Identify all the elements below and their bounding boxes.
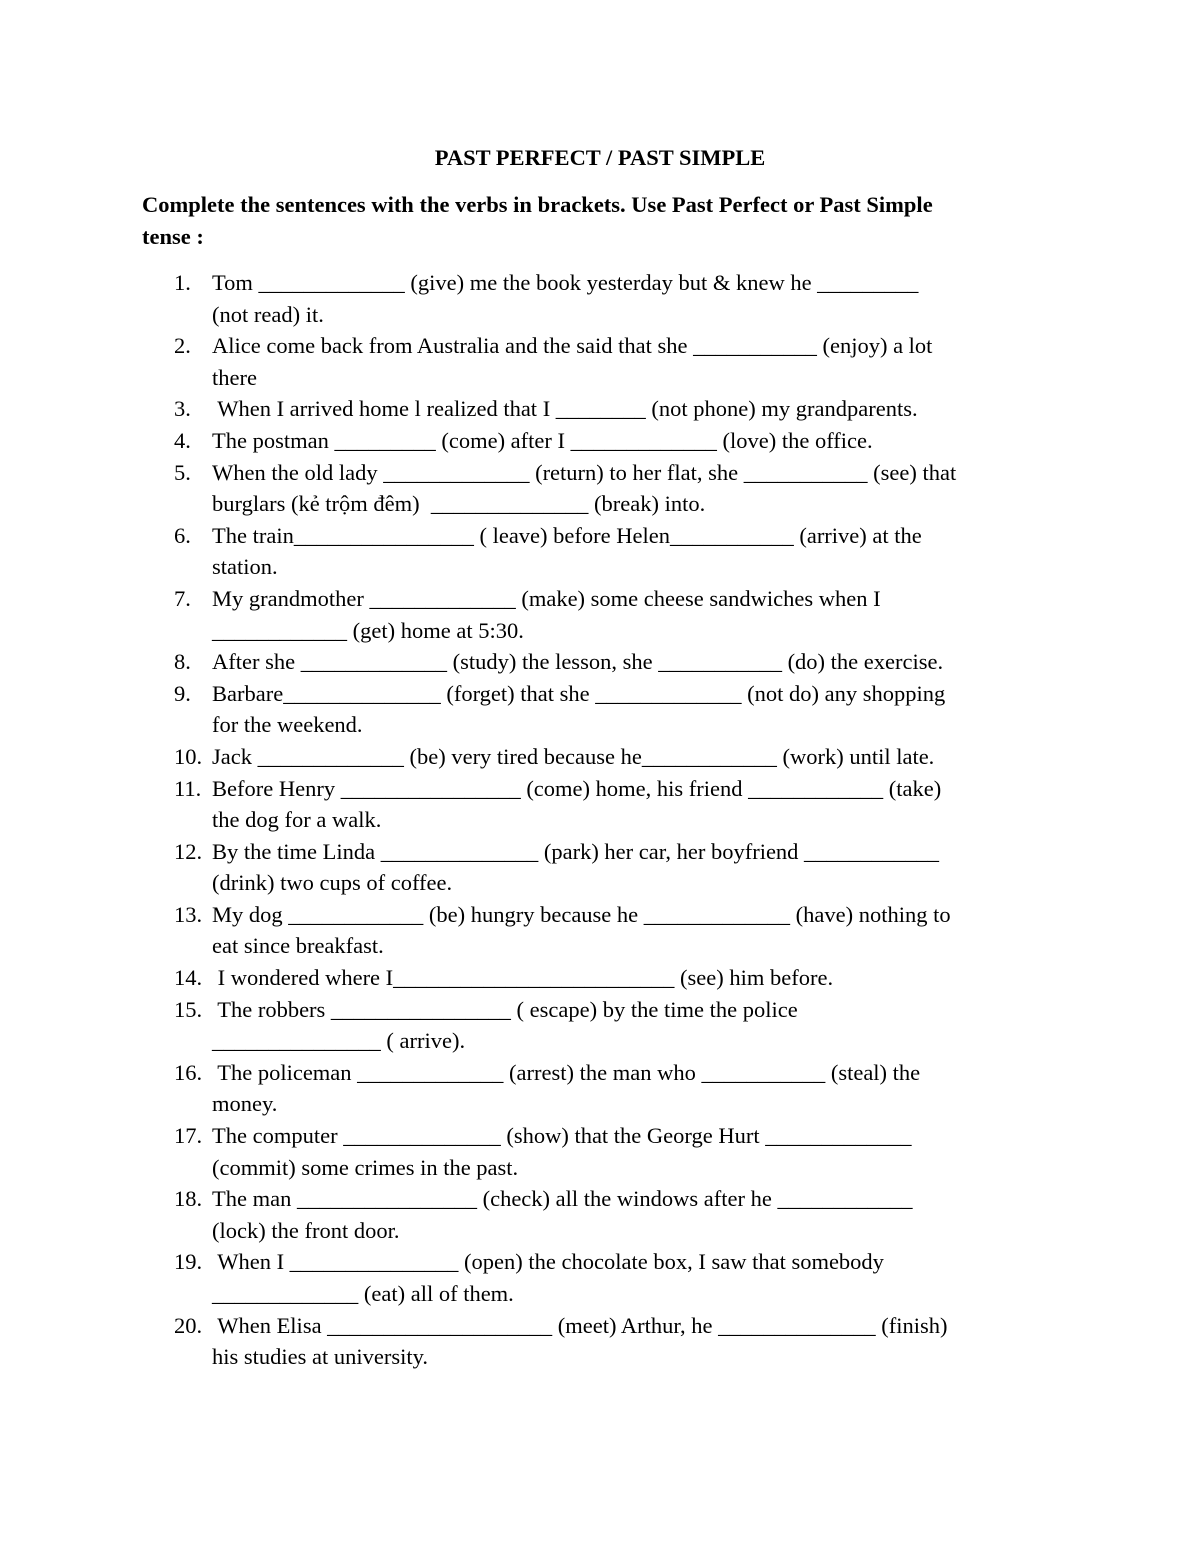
exercise-text-line: money. bbox=[212, 1091, 278, 1117]
exercise-item bbox=[0, 678, 1062, 741]
exercise-text-line: there bbox=[212, 364, 257, 390]
exercise-text-line: By the time Linda ______________ (park) her car, her boyfriend ____________ bbox=[212, 838, 940, 864]
exercise-number: 12. bbox=[174, 838, 203, 864]
exercise-number: 7. bbox=[174, 585, 191, 611]
exercise-text-line: for the weekend. bbox=[212, 712, 363, 738]
exercise-number: 8. bbox=[174, 649, 191, 675]
exercise-text-line: Tom _____________ (give) me the book yesterday but & knew he _________ bbox=[212, 270, 919, 295]
exercise-item bbox=[0, 962, 1062, 994]
exercise-text-line: When Elisa ____________________ (meet) Arthur, he ______________ (finish) bbox=[212, 1312, 948, 1338]
instruction-line: Complete the sentences with the verbs in brackets. Use Past Perfect or Past Simple bbox=[142, 192, 933, 217]
exercise-number: 20. bbox=[174, 1312, 203, 1338]
exercise-item bbox=[0, 1183, 1062, 1246]
exercise-item bbox=[0, 899, 1062, 962]
exercise-item bbox=[0, 1310, 1062, 1373]
exercise-number: 2. bbox=[174, 333, 191, 359]
exercise-text-line: Barbare______________ (forget) that she _____________ (not do) any shopping bbox=[212, 680, 946, 706]
exercise-text-line: (lock) the front door. bbox=[212, 1217, 400, 1243]
exercise-number: 14. bbox=[174, 965, 203, 991]
exercise-text-line: Alice come back from Australia and the said that she ___________ (enjoy) a lot bbox=[212, 333, 933, 359]
exercise-text-line: (commit) some crimes in the past. bbox=[212, 1154, 519, 1180]
exercise-number: 1. bbox=[174, 270, 191, 295]
exercise-text-line: his studies at university. bbox=[212, 1344, 429, 1370]
exercise-text-line: burglars (kẻ trộm đêm) ______________ (break) into. bbox=[212, 491, 706, 517]
exercise-item bbox=[0, 393, 1062, 425]
exercise-item bbox=[0, 1246, 1062, 1309]
exercise-item bbox=[0, 457, 1062, 520]
exercise-text-line: _______________ ( arrive). bbox=[212, 1028, 466, 1054]
exercise-text-line: Before Henry ________________ (come) home, his friend ____________ (take) bbox=[212, 775, 942, 801]
exercise-number: 18. bbox=[174, 1186, 203, 1212]
exercise-text-line: eat since breakfast. bbox=[212, 933, 384, 959]
exercise-text-line: When I arrived home l realized that I ________ (not phone) my grandparents. bbox=[212, 396, 918, 422]
exercise-text-line: The train________________ ( leave) before Helen___________ (arrive) at the bbox=[212, 522, 922, 548]
exercise-text-line: (not read) it. bbox=[212, 301, 324, 327]
exercise-text-line: Jack _____________ (be) very tired because he____________ (work) until late. bbox=[212, 743, 935, 769]
exercise-number: 19. bbox=[174, 1249, 203, 1275]
instruction-line: tense : bbox=[142, 224, 204, 249]
exercise-number: 13. bbox=[174, 901, 203, 927]
exercise-text-line: I wondered where I_________________________ (see) him before. bbox=[212, 965, 834, 991]
exercise-text-line: ____________ (get) home at 5:30. bbox=[212, 617, 524, 643]
exercise-item bbox=[0, 330, 1062, 393]
exercise-number: 17. bbox=[174, 1123, 203, 1149]
exercise-item bbox=[0, 836, 1062, 899]
exercise-item bbox=[0, 646, 1062, 678]
exercise-number: 5. bbox=[174, 459, 191, 485]
exercise-list bbox=[0, 267, 1200, 1373]
exercise-text-line: When I _______________ (open) the chocolate box, I saw that somebody bbox=[212, 1249, 884, 1275]
page-title: PAST PERFECT / PAST SIMPLE bbox=[434, 145, 766, 170]
exercise-text-line: (drink) two cups of coffee. bbox=[212, 870, 453, 896]
exercise-item bbox=[0, 583, 1062, 646]
exercise-number: 4. bbox=[174, 427, 191, 453]
exercise-number: 6. bbox=[174, 522, 191, 548]
exercise-item bbox=[0, 520, 1062, 583]
exercise-text-line: The man ________________ (check) all the windows after he ____________ bbox=[212, 1186, 913, 1212]
exercise-text-line: The postman _________ (come) after I _____________ (love) the office. bbox=[212, 427, 873, 453]
exercise-item bbox=[0, 1057, 1062, 1120]
exercise-text-line: My grandmother _____________ (make) some cheese sandwiches when I bbox=[212, 585, 881, 611]
exercise-text-line: _____________ (eat) all of them. bbox=[212, 1281, 514, 1306]
exercise-text-line: My dog ____________ (be) hungry because he _____________ (have) nothing to bbox=[212, 901, 951, 927]
exercise-text-line: station. bbox=[212, 554, 278, 580]
exercise-item bbox=[0, 425, 1062, 457]
instruction-text bbox=[142, 189, 1052, 253]
exercise-item bbox=[0, 1120, 1062, 1183]
exercise-number: 15. bbox=[174, 996, 203, 1022]
exercise-number: 11. bbox=[174, 775, 202, 801]
exercise-text-line: When the old lady _____________ (return) to her flat, she ___________ (see) that bbox=[212, 459, 957, 485]
exercise-number: 3. bbox=[174, 396, 191, 422]
exercise-number: 16. bbox=[174, 1059, 203, 1085]
exercise-number: 9. bbox=[174, 680, 191, 706]
exercise-text-line: the dog for a walk. bbox=[212, 807, 382, 833]
exercise-text-line: After she _____________ (study) the lesson, she ___________ (do) the exercise. bbox=[212, 649, 944, 675]
exercise-item bbox=[0, 741, 1062, 773]
exercise-text-line: The computer ______________ (show) that the George Hurt _____________ bbox=[212, 1123, 912, 1149]
exercise-item bbox=[0, 773, 1062, 836]
exercise-item bbox=[0, 267, 1062, 330]
exercise-text-line: The robbers ________________ ( escape) by the time the police bbox=[212, 996, 798, 1022]
exercise-item bbox=[0, 994, 1062, 1057]
exercise-text-line: The policeman _____________ (arrest) the man who ___________ (steal) the bbox=[212, 1059, 921, 1085]
exercise-number: 10. bbox=[174, 743, 203, 769]
